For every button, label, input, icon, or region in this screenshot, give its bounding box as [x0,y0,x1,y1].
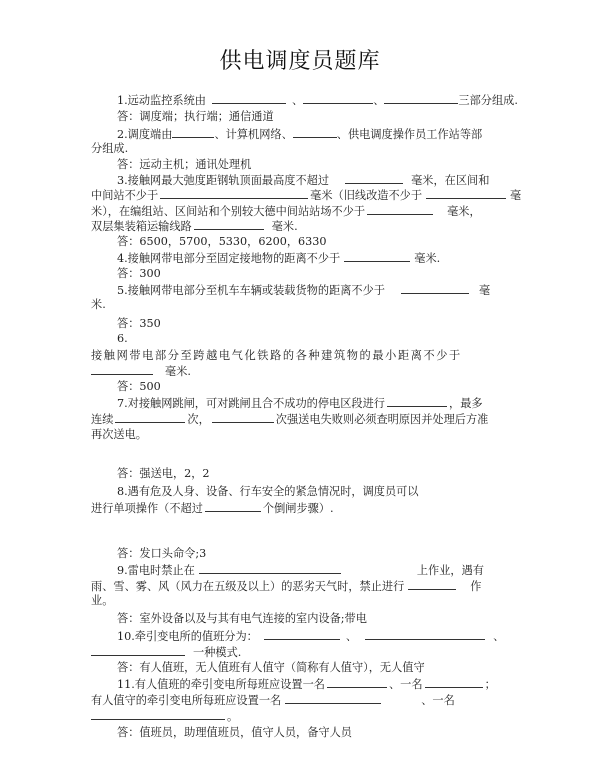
answer-blank [365,629,485,640]
answer-blank [285,693,381,704]
question-9 [117,563,484,578]
question-text: 进行单项操作（不超过 [91,502,203,515]
question-10-line-2 [91,645,241,660]
question-6: 接触网带电部分至跨越电气化铁路的各种建筑物的最小距离不少于 [91,349,462,362]
question-text: 双层集装箱运输线路 [91,220,192,233]
answer-blank [367,204,433,215]
question-text: 中间站不少于 [91,189,159,202]
question-text: 毫 [510,189,522,202]
question-text: 雨、雪、雾、风（风力在五级及以上）的恶劣天气时，禁止进行 [91,580,405,593]
question-9-line-3: 业。 [91,594,114,607]
question-text: 毫米. [414,252,441,265]
question-text: 毫 [479,284,491,297]
question-9-line-2 [91,579,481,594]
question-text: 1.远动监控系统由 [117,94,206,107]
answer-blank [264,629,340,640]
question-text: 毫米. [271,220,298,233]
question-text: 5.接触网带电部分至机车车辆或装载货物的距离不少于 [117,284,385,297]
page-title: 供电调度员题库 [219,49,381,74]
answer-blank [91,709,225,720]
question-text: 毫米，在区间和 [411,174,490,187]
answer-blank [327,677,387,688]
question-text: 11.有人值班的牵引变电所每班应设置一名 [117,678,325,691]
question-3 [117,173,489,188]
answer-6: 答：500 [117,380,161,393]
answer-blank [91,645,185,656]
question-10 [117,629,504,644]
answer-blank [293,127,337,138]
answer-blank [205,501,261,512]
answer-5: 答：350 [117,317,161,330]
question-8: 8.遇有危及人身、设备、行车安全的紧急情况时，调度员可以 [117,485,419,498]
question-8-line-2 [91,501,334,516]
answer-3: 答：6500，5700，5330，6200，6330 [117,235,327,248]
answer-blank [401,283,469,294]
question-3-line-2 [91,188,521,203]
question-text: 毫米（旧线改造不少于 [310,189,423,202]
question-11 [117,677,496,692]
answer-blank [426,188,506,199]
answer-blank [199,563,341,574]
separator: 、 [493,630,505,643]
question-text: 7.对接触网跳闸，可对跳闸且合不成功的停电区段进行 [117,397,385,410]
question-1 [117,93,518,108]
question-text: 、计算机网络、 [214,128,293,141]
question-text: 4.接触网带电部分至固定接地物的距离不少于 [117,252,341,265]
question-text: 9.雷电时禁止在 [117,564,195,577]
answer-2: 答：远动主机；通讯处理机 [117,158,252,171]
question-text: 有人值守的牵引变电所每班应设置一名 [91,694,282,707]
question-text: 作 [470,580,482,593]
question-text: 10.牵引变电所的值班分为： [117,630,258,643]
answer-10: 答：有人值班，无人值班有人值守（简称有人值守），无人值守 [117,661,425,674]
answer-11: 答：值班员，助理值班员，值守人员，备守人员 [117,726,352,739]
question-text: 米），在编组站、区间站和个别较大德中间站站场不少于 [91,205,366,218]
answer-4: 答：300 [117,267,161,280]
separator: 、 [345,630,358,643]
question-text: 连续 [91,413,114,426]
answer-blank [212,93,286,104]
question-6-number: 6. [117,332,128,345]
question-text: 毫米. [165,365,191,378]
separator: 、 [292,94,304,107]
answer-1: 答：调度端；执行端；通信通道 [117,110,274,123]
question-text: 。 [227,710,239,723]
question-7 [117,396,483,411]
question-2-line-2: 分组成. [91,142,129,155]
answer-blank [345,173,403,184]
answer-blank [408,579,456,590]
question-4 [117,251,440,266]
question-6-line-2 [91,364,191,379]
question-text: 2.调度端由 [117,128,173,141]
question-text: 次， [187,413,210,426]
question-text: 、一名 [388,678,423,691]
question-7-line-3: 再次送电。 [91,428,147,441]
answer-blank [115,412,185,423]
answer-blank [91,364,153,375]
answer-9: 答：室外设备以及与其有电气连接的室内设备;带电 [117,612,367,625]
question-3-line-4 [91,219,298,234]
answer-blank [194,219,264,230]
answer-blank [172,127,214,138]
answer-blank [344,251,410,262]
question-text: 上作业，遇有 [416,564,484,577]
question-text: 一种模式. [193,646,242,659]
question-text: 毫米， [447,205,481,218]
separator: ； [484,678,496,691]
question-text: ，最多 [449,397,483,410]
question-text: 个倒闸步骤）. [262,502,334,515]
answer-blank [384,93,458,104]
separator: 、 [373,94,385,107]
answer-blank [387,396,447,407]
question-text: 、一名 [421,694,455,707]
question-3-line-3 [91,204,481,219]
question-5-line-2: 米. [91,298,106,311]
question-7-line-2 [91,412,488,427]
question-2 [117,127,482,142]
question-11-line-3 [91,709,238,724]
question-text: 次强送电失败则必须查明原因并处理后方准 [275,413,489,426]
question-text: 、供电调度操作员工作站等部 [336,128,483,141]
question-text: 三部分组成. [458,94,518,107]
answer-blank [212,412,274,423]
answer-blank [303,93,373,104]
answer-blank [425,677,483,688]
question-text: 3.接触网最大弛度距钢轨顶面最高度不超过 [117,174,330,187]
question-11-line-2 [91,693,455,708]
answer-7: 答：强送电，2，2 [117,467,210,480]
answer-blank [160,188,308,199]
question-5 [117,283,490,298]
answer-8: 答：发口头命令;3 [117,547,207,560]
